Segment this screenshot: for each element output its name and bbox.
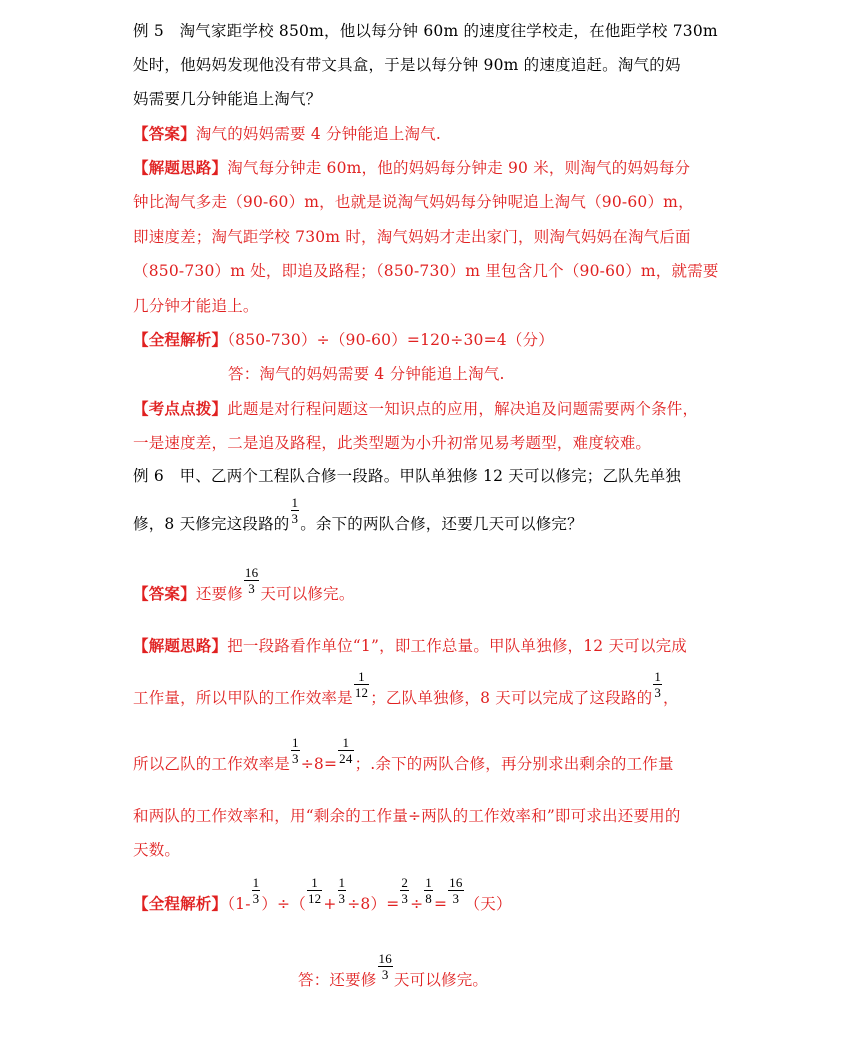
fraction-numerator: 2 <box>401 875 409 890</box>
key-text: 此题是对行程问题这一知识点的应用，解决追及问题需要两个条件， <box>227 400 699 418</box>
fraction-two-thirds <box>400 876 409 906</box>
full-part-f: = <box>433 895 448 913</box>
idea-tag: 【解题思路】 <box>133 158 228 177</box>
ex6-question-line-2 <box>133 495 583 546</box>
fraction-numerator: 1 <box>252 875 260 890</box>
fraction-denominator: 3 <box>378 966 393 982</box>
ex6-idea-line-2 <box>133 669 679 720</box>
fraction-numerator: 1 <box>358 669 365 684</box>
ex6-idea-line-5: 天数。 <box>133 841 181 859</box>
idea2-part-c: ， <box>663 689 679 707</box>
ex5-idea-line-3: 即速度差；淘气距学校 730m 时，淘气妈妈才走出家门，则淘气妈妈在淘气后面 <box>133 228 691 246</box>
fraction-denominator: 3 <box>448 890 463 906</box>
answer-tag: 【答案】 <box>133 584 196 603</box>
answer-text: 淘气的妈妈需要 4 分钟能追上淘气. <box>195 125 442 143</box>
idea-text: 淘气每分钟走 60m，他的妈妈每分钟走 90 米，则淘气的妈妈每分 <box>227 159 691 177</box>
idea-tag: 【解题思路】 <box>133 636 228 655</box>
fraction-denominator: 3 <box>244 580 259 596</box>
fraction-sixteen-thirds <box>244 566 259 596</box>
ex5-question-line-3: 妈需要几分钟能追上淘气？ <box>133 90 322 108</box>
fraction-numerator: 1 <box>425 875 432 890</box>
full-part-g: （天） <box>464 895 512 913</box>
ex5-idea-line-2: 钟比淘气多走（90-60）m，也就是说淘气妈妈每分钟呢追上淘气（90-60）m， <box>133 193 694 211</box>
idea2-part-a: 工作量，所以甲队的工作效率是 <box>133 689 353 707</box>
ex6-answer <box>133 565 355 616</box>
ex6-q2-part-a: 修，8 天修完这段路的 <box>133 515 290 533</box>
idea3-part-c: ；.余下的两队合修，再分别求出剩余的工作量 <box>354 755 674 773</box>
ex5-question-line-2: 处时，他妈妈发现他没有带文具盒，于是以每分钟 90m 的速度追赶。淘气的妈 <box>133 56 681 74</box>
idea2-part-b: ；乙队单独修，8 天可以完成了这段路的 <box>370 689 653 707</box>
fraction-denominator: 3 <box>654 685 662 700</box>
full-part-b: ）÷（ <box>261 895 306 913</box>
key-tag: 【考点点拨】 <box>133 399 228 418</box>
ex6-q2-part-b: 。余下的两队合修，还要几天可以修完？ <box>300 515 583 533</box>
ex6-idea-line-3 <box>133 735 674 786</box>
fraction-one-eighth <box>424 876 433 906</box>
ex5-idea-line-4: （850-730）m 处，即追及路程；（850-730）m 里包含几个（90-60）m，就需要 <box>133 262 719 280</box>
reply-part-a: 答：还要修 <box>298 971 377 989</box>
ex6-reply <box>298 951 489 1002</box>
reply-part-b: 天可以修完。 <box>393 971 489 989</box>
full-part-e: ÷ <box>410 895 424 913</box>
fraction-one-twentyfourth <box>338 736 353 766</box>
full-part-d: ÷8）= <box>347 895 400 913</box>
ex6-full-solution <box>133 875 512 926</box>
ex6-idea-line-1 <box>133 636 687 656</box>
fraction-denominator: 3 <box>252 891 260 906</box>
fraction-numerator: 1 <box>311 875 318 890</box>
ex5-key-line-1 <box>133 399 698 419</box>
answer-text-b: 天可以修完。 <box>260 585 355 603</box>
ex5-answer <box>133 124 441 144</box>
fraction-one-third <box>252 876 261 906</box>
fraction-sixteen-thirds <box>448 876 463 906</box>
idea3-part-a: 所以乙队的工作效率是 <box>133 755 291 773</box>
fraction-one-twelfth <box>354 670 369 700</box>
fraction-numerator: 16 <box>378 951 392 966</box>
idea-text: 把一段路看作单位“1”，即工作总量。甲队单独修，12 天可以完成 <box>227 637 687 655</box>
fraction-numerator: 1 <box>654 669 662 684</box>
idea3-part-b: ÷8= <box>300 755 338 773</box>
full-part-c: + <box>323 895 337 913</box>
fraction-numerator: 16 <box>244 565 259 580</box>
fraction-denominator: 3 <box>338 891 346 906</box>
ex5-key-line-2: 一是速度差，二是追及路程，此类型题为小升初常见易考题型，难度较难。 <box>133 434 652 452</box>
fraction-numerator: 1 <box>338 875 346 890</box>
fraction-one-third <box>291 496 300 526</box>
full-part-a: （1- <box>227 895 251 913</box>
fraction-denominator: 12 <box>354 685 369 700</box>
ex6-idea-line-4: 和两队的工作效率和，用“剩余的工作量÷两队的工作效率和”即可求出还要用的 <box>133 807 681 825</box>
fraction-one-third <box>653 670 662 700</box>
answer-text-a: 还要修 <box>195 585 243 603</box>
fraction-denominator: 3 <box>401 891 409 906</box>
ex5-full-solution <box>133 330 554 350</box>
ex5-question-line-1: 例 5 淘气家距学校 850m，他以每分钟 60m 的速度往学校走，在他距学校 730m <box>133 22 718 40</box>
fraction-denominator: 3 <box>291 511 299 526</box>
fraction-numerator: 1 <box>292 735 299 750</box>
full-tag: 【全程解析】 <box>133 894 228 913</box>
fraction-sixteen-thirds <box>378 952 393 982</box>
fraction-denominator: 24 <box>339 751 353 766</box>
fraction-denominator: 8 <box>425 891 432 906</box>
ex6-question-line-1: 例 6 甲、乙两个工程队合修一段路。甲队单独修 12 天可以修完；乙队先单独 <box>133 467 681 485</box>
fraction-one-third <box>291 736 300 766</box>
fraction-numerator: 1 <box>291 495 299 510</box>
fraction-denominator: 12 <box>307 891 322 906</box>
fraction-numerator: 1 <box>342 735 350 750</box>
fraction-denominator: 3 <box>292 751 299 766</box>
full-tag: 【全程解析】 <box>133 330 228 349</box>
ex5-idea-line-1 <box>133 158 690 178</box>
fraction-one-twelfth <box>307 876 322 906</box>
fraction-numerator: 16 <box>449 875 463 890</box>
full-text: （850-730）÷（90-60）=120÷30=4（分） <box>227 331 554 349</box>
ex5-idea-line-5: 几分钟才能追上。 <box>133 297 259 315</box>
answer-tag: 【答案】 <box>133 124 196 143</box>
ex5-reply: 答：淘气的妈妈需要 4 分钟能追上淘气. <box>228 365 505 383</box>
fraction-one-third <box>338 876 347 906</box>
